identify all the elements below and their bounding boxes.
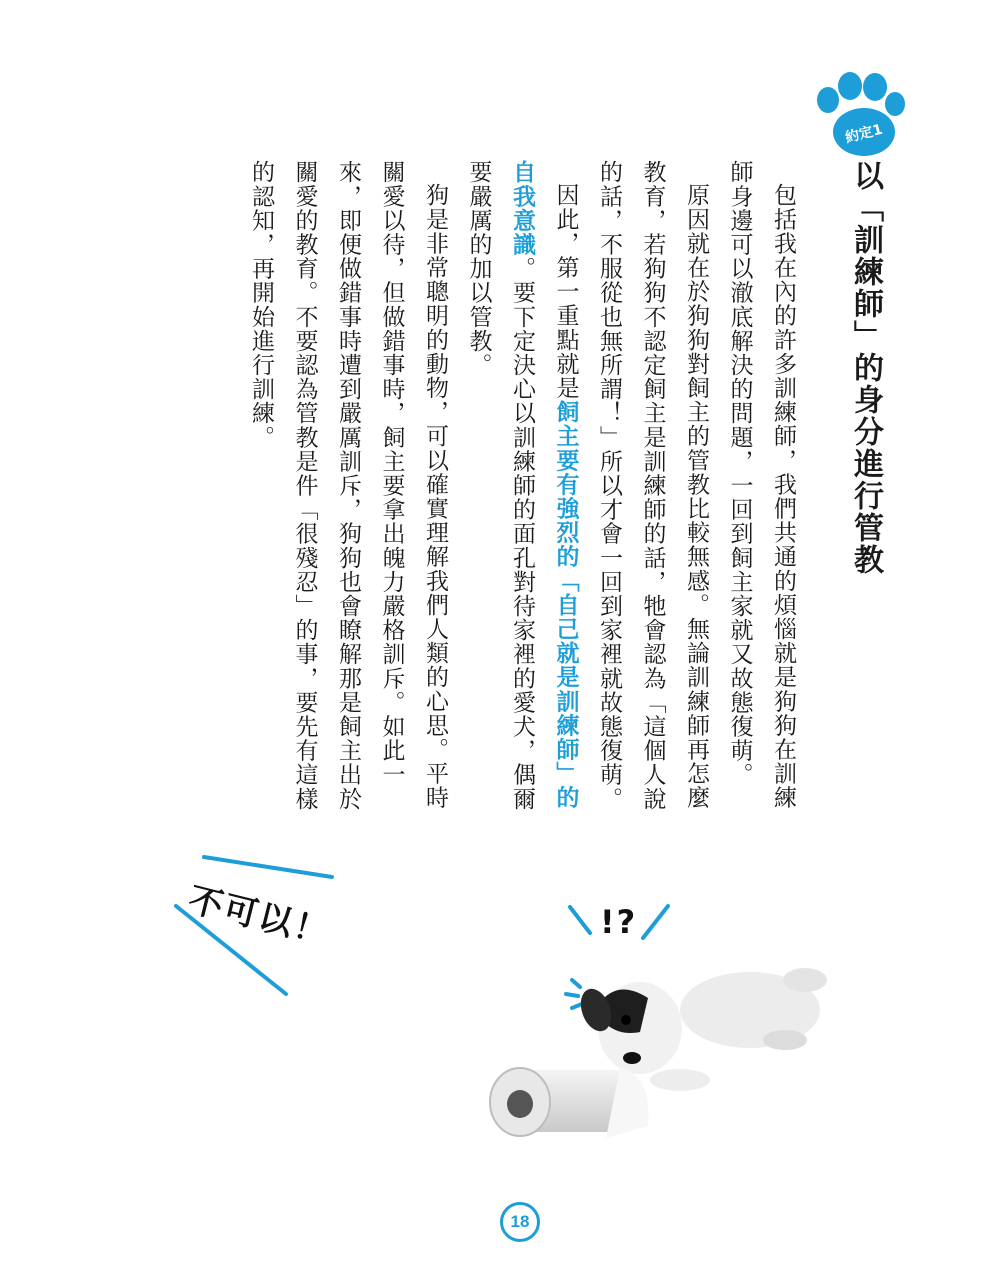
dog-reaction-text: !? (600, 903, 638, 941)
shout-text: 不可以！ (184, 879, 334, 954)
badge-label: 約定1 (843, 121, 885, 147)
page-number: 18 (500, 1202, 540, 1242)
paragraph-2: 原因就在於狗狗對飼主的管教比較無感。無論訓練師再怎麼教育，若狗狗不認定飼主是訓練師的話，牠會認為「這個人說的話，不服從也無所謂！」所以才會一回到家裡就故態復萌。 (596, 160, 709, 811)
puppy-photo (480, 940, 840, 1160)
highlight-phrase: 飼主要有強烈的「自己就是訓練師」的自我意識 (509, 160, 579, 810)
paragraph-3-rest: 。要下定決心以訓練師的面孔對待家裡的愛犬，偶爾要嚴厲的加以管教。 (465, 160, 535, 811)
paragraph-4: 狗是非常聰明的動物，可以確實理解我們人類的心思。平時關愛以待，但做錯事時，飼主要拿出魄力嚴格訓斥。如此一來，即便做錯事時遭到嚴厲訓斥，狗狗也會瞭解那是飼主出於關愛的教育。不要認為管教是件「很殘忍」的事，要先有這樣的認知，再開始進行訓練。 (248, 160, 448, 811)
paragraph-1: 包括我在內的許多訓練師，我們共通的煩惱就是狗狗在訓練師身邊可以澈底解決的問題，一回到飼主家就又故態復萌。 (726, 160, 796, 810)
paragraph-3-lead: 因此，第一重點就是 (552, 183, 579, 400)
chapter-title: 以「訓練師」的身分進行管教 (848, 160, 883, 576)
